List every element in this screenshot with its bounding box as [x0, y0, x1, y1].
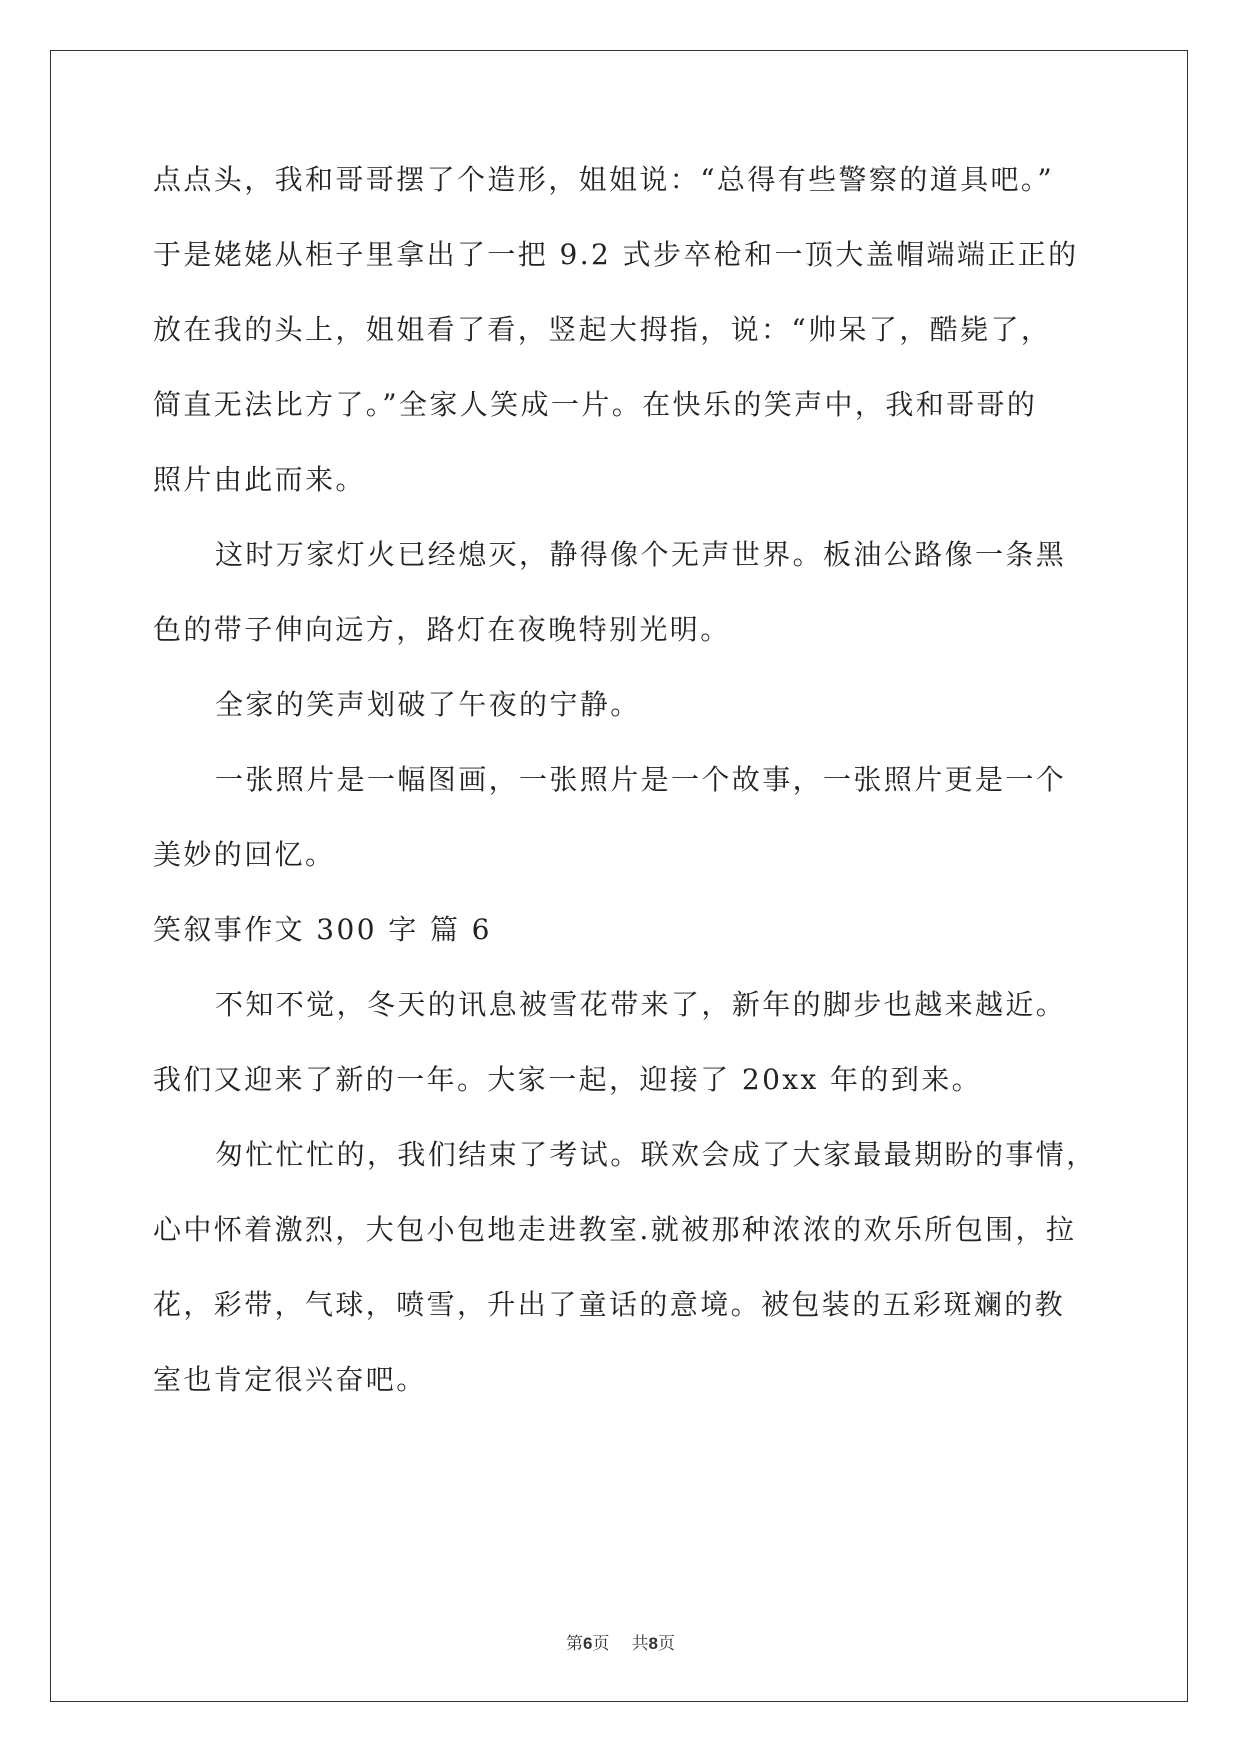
- text-line: 放在我的头上，姐姐看了看，竖起大拇指，说：“帅呆了，酷毙了，: [153, 313, 1052, 346]
- paragraph-first-line: 不知不觉，冬天的讯息被雪花带来了，新年的脚步也越来越近。: [215, 988, 1067, 1021]
- paragraph-first-line: 一张照片是一幅图画，一张照片是一个故事，一张照片更是一个: [215, 763, 1067, 796]
- paragraph-first-line: 全家的笑声划破了午夜的宁静。: [215, 688, 641, 721]
- page-suffix: 页: [592, 1634, 610, 1654]
- section-heading: 笑叙事作文 300 字 篇 6: [153, 913, 492, 946]
- text-line: 照片由此而来。: [153, 463, 366, 496]
- page-number: 6: [583, 1634, 593, 1653]
- text-line: 美妙的回忆。: [153, 838, 336, 871]
- text-line: 花，彩带，气球，喷雪，升出了童话的意境。被包装的五彩斑斓的教: [153, 1288, 1066, 1321]
- page-border: [50, 50, 1188, 1702]
- paragraph-first-line: 这时万家灯火已经熄灭，静得像个无声世界。板油公路像一条黑: [215, 538, 1067, 571]
- text-line: 心中怀着激烈，大包小包地走进教室.就被那种浓浓的欢乐所包围，拉: [153, 1213, 1077, 1246]
- page-footer: [0, 1633, 1241, 1655]
- paragraph-first-line: 匆忙忙忙的，我们结束了考试。联欢会成了大家最最期盼的事情，: [215, 1138, 1097, 1171]
- text-line: 于是姥姥从柜子里拿出了一把 9.2 式步卒枪和一顶大盖帽端端正正的: [153, 238, 1079, 271]
- text-line: 室也肯定很兴奋吧。: [153, 1363, 427, 1396]
- total-pages: 8: [648, 1634, 658, 1653]
- text-line: 简直无法比方了。”全家人笑成一片。在快乐的笑声中，我和哥哥的: [153, 388, 1038, 421]
- page-prefix: 第: [566, 1634, 584, 1654]
- total-prefix: 共: [631, 1634, 649, 1654]
- text-line: 色的带子伸向远方，路灯在夜晚特别光明。: [153, 613, 731, 646]
- total-suffix: 页: [657, 1634, 675, 1654]
- text-line: 我们又迎来了新的一年。大家一起，迎接了 20xx 年的到来。: [153, 1063, 983, 1096]
- text-line: 点点头，我和哥哥摆了个造形，姐姐说：“总得有些警察的道具吧。”: [153, 163, 1055, 196]
